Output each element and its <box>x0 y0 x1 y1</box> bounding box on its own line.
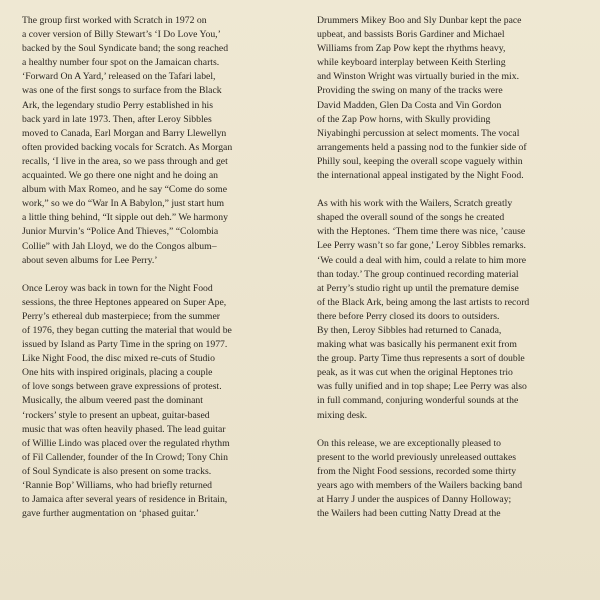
text-line: Musically, the album veered past the dominant <box>22 395 203 407</box>
text-line: David Madden, Glen Da Costa and Vin Gordon <box>317 99 502 111</box>
text-line: of Soul Syndicate is also present on some tracks. <box>22 465 212 477</box>
text-line: The group first worked with Scratch in 1972 on <box>22 15 207 26</box>
text-line: at Perry’s studio right up until the premature demise <box>317 282 519 294</box>
text-line: sessions, the three Heptones appeared on Super Ape, <box>22 296 227 308</box>
text-line: gave further augmentation on ‘phased guitar.’ <box>22 508 200 520</box>
text-line: years ago with members of the Wailers backing band <box>317 479 523 491</box>
text-line: upbeat, and bassists Boris Gardiner and Michael <box>317 29 505 41</box>
text-line: Williams from Zap Pow kept the rhythms heavy, <box>317 43 506 55</box>
text-line: while keyboard interplay between Keith Sterling <box>317 57 506 69</box>
text-line: Collie” with Jah Lloyd, we do the Congos album– <box>22 240 217 252</box>
text-line: a little thing behind, “It sipple out deh.” We harmony <box>22 212 228 224</box>
text-line: and Winston Wright was virtually buried in the mix. <box>317 71 520 83</box>
text-line: As with his work with the Wailers, Scratch greatly <box>317 198 513 210</box>
text-line: to Jamaica after several years of residence in Britain, <box>22 494 228 506</box>
text-line: of Fil Callender, founder of the In Crowd; Tony Chin <box>22 451 228 463</box>
text-line: the Wailers had been cutting Natty Dread at the <box>317 508 501 520</box>
text-line: Once Leroy was back in town for the Night Food <box>22 282 213 294</box>
text-line: work,” so we do “War In A Babylon,” just start hum <box>22 198 225 210</box>
text-line: ‘We could a deal with him, could a relate to him more <box>317 254 527 266</box>
text-line: Lee Perry wasn’t so far gone,’ Leroy Sibbles remarks. <box>317 240 526 252</box>
text-line: present to the world previously unreleased outtakes <box>317 451 517 463</box>
text-line: the international appeal instigated by the Night Food. <box>317 170 524 182</box>
text-line: of 1976, they began cutting the material that would be <box>22 324 232 336</box>
text-line: than today.’ The group continued recording material <box>317 268 519 280</box>
text-line: making what was basically his permanent exit from <box>317 339 517 351</box>
paragraph <box>317 437 587 522</box>
text-line: Philly soul, keeping the overall scope vaguely within <box>317 155 523 167</box>
text-line: ‘Forward On A Yard,’ released on the Tafari label, <box>22 71 216 83</box>
text-line: Drummers Mikey Boo and Sly Dunbar kept the pace <box>317 15 522 26</box>
text-line: ‘rockers’ style to present an upbeat, guitar-based <box>22 409 210 421</box>
text-line: Perry’s ethereal dub masterpiece; from the summer <box>22 310 220 322</box>
text-line: By then, Leroy Sibbles had returned to Canada, <box>317 324 502 336</box>
text-line: moved to Canada, Earl Morgan and Barry Llewellyn <box>22 127 227 139</box>
text-line: the group. Party Time thus represents a sort of double <box>317 353 525 365</box>
text-line: at Harry J under the auspices of Danny Holloway; <box>317 494 512 505</box>
text-line: shaped the overall sound of the songs he created <box>317 212 505 224</box>
text-line: of love songs between grave expressions of protest. <box>22 381 222 393</box>
text-line: of Willie Lindo was placed over the regulated rhythm <box>22 437 230 449</box>
text-line: ‘Rannie Bop’ Williams, who had briefly returned <box>22 480 212 491</box>
paragraph <box>317 14 587 183</box>
text-line: One hits with inspired originals, placing a couple <box>22 367 213 379</box>
text-line: of the Zap Pow horns, with Skully providing <box>317 113 491 125</box>
text-line: peak, as it was cut when the original Heptones trio <box>317 367 513 379</box>
text-line: music that was often heavily phased. The lead guitar <box>22 423 226 435</box>
text-line: Providing the swing on many of the tracks were <box>317 85 503 97</box>
text-line: Junior Murvin’s “Police And Thieves,” “Colombia <box>22 226 219 238</box>
text-line: there before Perry closed its doors to outsiders. <box>317 310 500 322</box>
text-line: arrangements held a passing nod to the funkier side of <box>317 141 527 153</box>
text-line: Niyabinghi percussion at select moments. The vocal <box>317 127 520 139</box>
text-line: of the Black Ark, being among the last artists to record <box>317 296 530 308</box>
text-line: acquainted. We go there one night and he doing an <box>22 170 218 182</box>
text-line: On this release, we are exceptionally pleased to <box>317 437 501 449</box>
text-line: from the Night Food sessions, recorded some thirty <box>317 465 517 477</box>
paragraph <box>22 282 292 522</box>
text-line: issued by Island as Party Time in the spring on 1977. <box>22 339 228 351</box>
text-line: Ark, the legendary studio Perry established in his <box>22 99 214 111</box>
text-line: album with Max Romeo, and he say “Come do some <box>22 184 228 196</box>
paragraph <box>317 197 587 423</box>
text-line: about seven albums for Lee Perry.’ <box>22 254 158 266</box>
text-line: backed by the Soul Syndicate band; the song reached <box>22 43 229 55</box>
right-column <box>317 14 587 535</box>
text-line: mixing desk. <box>317 409 368 421</box>
text-line: Like Night Food, the disc mixed re-cuts of Studio <box>22 353 215 365</box>
text-line: recalls, ‘I live in the area, so we pass through and get <box>22 155 228 167</box>
text-line: in full command, conjuring wonderful sounds at the <box>317 395 519 407</box>
text-line: a cover version of Billy Stewart’s ‘I Do Love You,’ <box>22 29 221 41</box>
text-line: with the Heptones. ‘Them time there was nice, ’cause <box>317 226 526 238</box>
text-line: was fully unified and in top shape; Lee Perry was also <box>317 381 527 393</box>
paragraph <box>22 14 292 268</box>
text-line: back yard in late 1973. Then, after Leroy Sibbles <box>22 113 212 125</box>
text-line: often provided backing vocals for Scratch. As Morgan <box>22 141 233 153</box>
text-line: a healthy number four spot on the Jamaican charts. <box>22 57 220 69</box>
text-line: was one of the first songs to surface from the Black <box>22 85 222 97</box>
left-column <box>22 14 292 535</box>
